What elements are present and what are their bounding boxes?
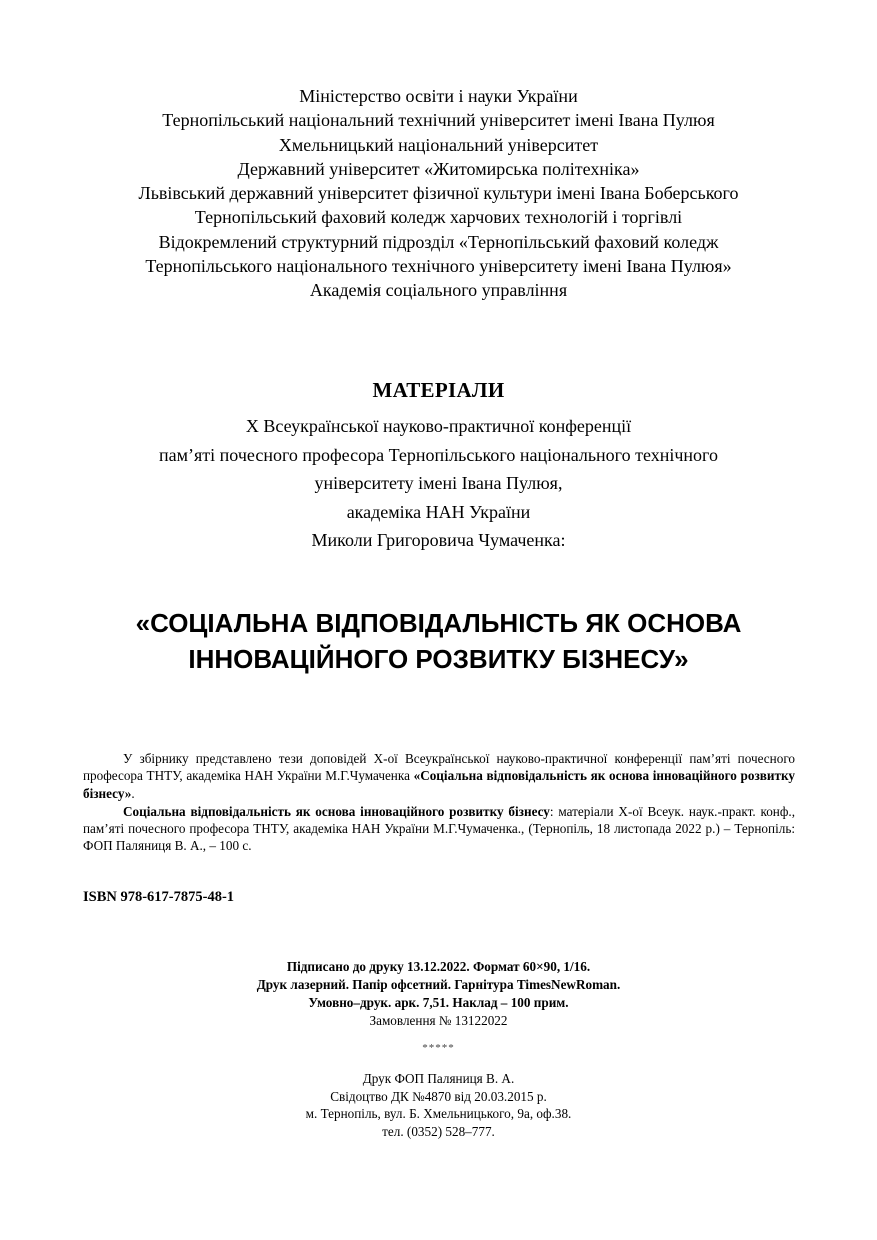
abstract-paragraph-2: [83, 803, 795, 855]
separator: *****: [422, 1042, 455, 1054]
organization-line: Тернопільський національний технічний університет імені Івана Пулюя: [162, 110, 715, 131]
abstract: [83, 750, 795, 855]
main-title-line: «СОЦІАЛЬНА ВІДПОВІДАЛЬНІСТЬ ЯК ОСНОВА: [135, 608, 742, 638]
conference-line: X Всеукраїнської науково-практичної конференції: [245, 416, 632, 436]
printer-line: тел. (0352) 528–777.: [382, 1123, 495, 1139]
organization-line: Академія соціального управління: [309, 280, 568, 301]
order-number: Замовлення № 13122022: [369, 1013, 508, 1028]
organization-line: Хмельницький національний університет: [278, 134, 599, 155]
printer-line: Друк ФОП Паляниця В. А.: [362, 1071, 515, 1086]
organization-line: Тернопільського національного технічного університету імені Івана Пулюя»: [145, 256, 732, 277]
abstract-end: .: [131, 785, 135, 801]
organization-line: Тернопільський фаховий коледж харчових технологій і торгівлі: [194, 207, 683, 228]
organization-line: Міністерство освіти і науки України: [299, 86, 578, 106]
conference-line: Миколи Григоровича Чумаченка:: [311, 530, 566, 550]
organization-line: Державний університет «Житомирська політехніка»: [237, 158, 640, 179]
materials-title: МАТЕРІАЛИ: [372, 378, 505, 402]
printer-line: Свідоцтво ДК №4870 від 20.03.2015 р.: [330, 1088, 547, 1104]
conference-line: університету імені Івана Пулюя,: [314, 473, 563, 493]
printer-line: м. Тернопіль, вул. Б. Хмельницького, 9а, оф.38.: [305, 1106, 572, 1121]
citation-text: : матеріали Х-ої Всеук. наук.-практ. конф., пам’яті почесного професора ТНТУ, академіка НАН України М.Г.Чумаченка., (Тернопіль, 18 листопада 2022 р.) – Тернопіль: ФОП Паляниця В. А., – 100 с.: [83, 803, 795, 854]
imprint-line: Підписано до друку 13.12.2022. Формат 60×90, 1/16.: [286, 959, 591, 974]
conference-description: [0, 412, 877, 555]
conference-line: академіка НАН України: [346, 501, 531, 522]
imprint-block: [0, 958, 877, 1030]
organization-line: Відокремлений структурний підрозділ «Тернопільський фаховий коледж: [158, 231, 719, 252]
main-title-line: ІННОВАЦІЙНОГО РОЗВИТКУ БІЗНЕСУ»: [188, 644, 689, 674]
citation-bold-title: Соціальна відповідальність як основа інноваційного розвитку бізнесу: [123, 803, 550, 819]
abstract-paragraph-1: [83, 750, 795, 802]
printer-block: [0, 1070, 877, 1140]
abstract-text: У збірнику представлено тези доповідей Х-ої Всеукраїнської науково-практичної конференції пам’яті почесного професора ТНТУ, академіка НАН України М.Г.Чумаченка: [83, 751, 795, 784]
imprint-line: Друк лазерний. Папір офсетний. Гарнітура TimesNewRoman.: [256, 977, 621, 992]
organization-line: Львівський державний університет фізичної культури імені Івана Боберського: [138, 183, 739, 204]
organizations-list: [0, 84, 877, 303]
abstract-bold-title: «Соціальна відповідальність як основа інноваційного розвитку бізнесу»: [83, 768, 795, 801]
imprint-line: Умовно–друк. арк. 7,51. Наклад – 100 прим.: [308, 995, 569, 1010]
main-title: [0, 605, 877, 677]
conference-line: пам’яті почесного професора Тернопільського національного технічного: [159, 444, 718, 465]
isbn: ISBN 978-617-7875-48-1: [83, 889, 235, 905]
